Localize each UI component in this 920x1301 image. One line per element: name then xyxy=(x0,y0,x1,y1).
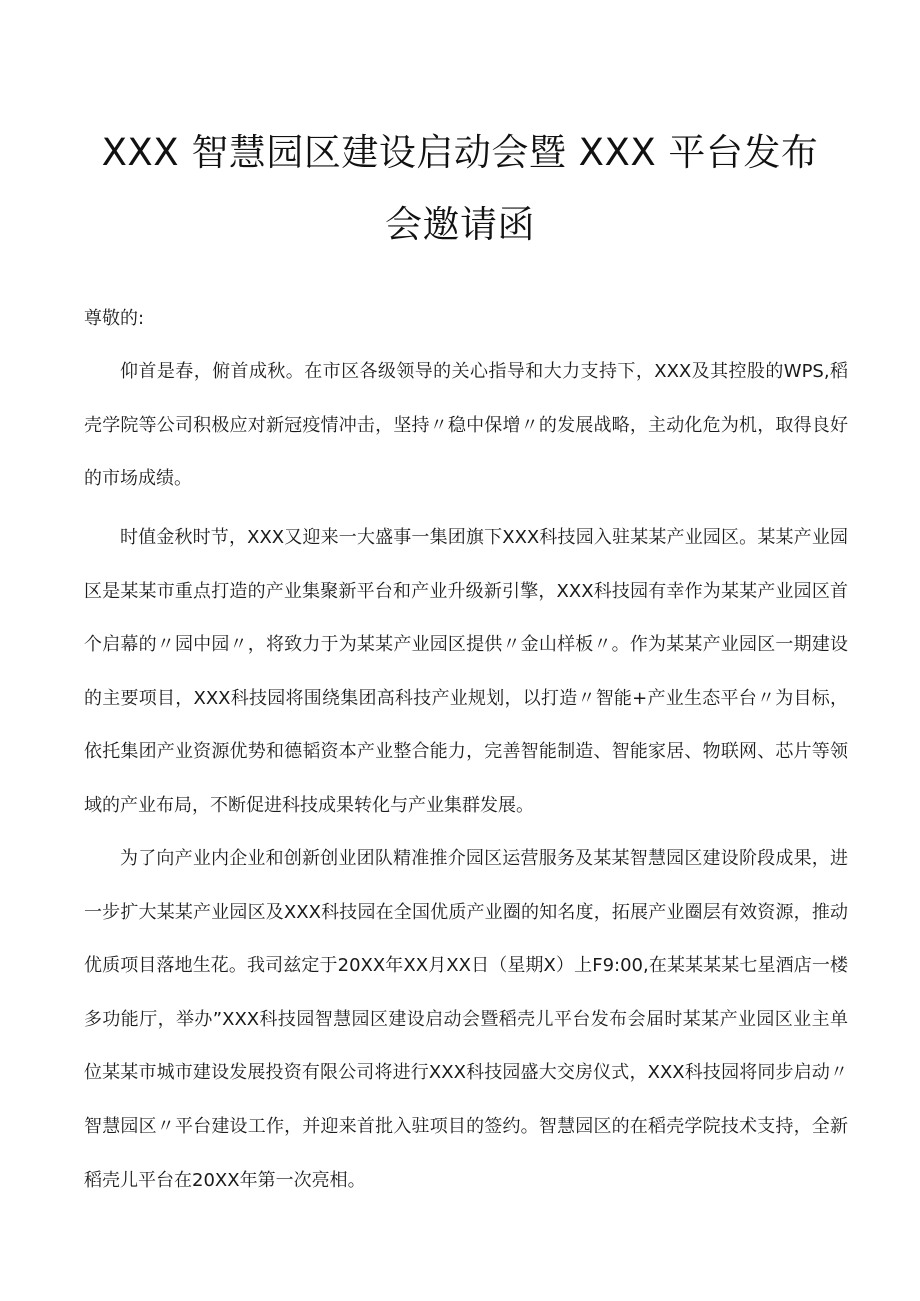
paragraph-3: 为了向产业内企业和创新创业团队精准推介园区运营服务及某某智慧园区建设阶段成果，进一步扩大某某产业园区及XXX科技园在全国优质产业圈的知名度，拓展产业圈层有效资源，推动优质项目落地生花。我司兹定于20XX年XX月XX日（星期X）上F9:00,在某某某某七星酒店一楼多功能厅，举办”XXX科技园智慧园区建设启动会暨稻壳儿平台发布会届时某某产业园区业主单位某某市城市建设发展投资有限公司将进行XXX科技园盛大交房仪式，XXX科技园将同步启动〃智慧园区〃平台建设工作，并迎来首批入驻项目的签约。智慧园区的在稻壳学院技术支持，全新稻壳儿平台在20XX年第一次亮相。 xyxy=(84,848,848,1191)
document-title-line-1: XXX 智慧园区建设启动会暨 XXX 平台发布 xyxy=(101,131,819,174)
paragraph-1: 仰首是春，俯首成秋。在市区各级领导的关心指导和大力支持下，XXX及其控股的WPS,稻壳学院等公司积极应对新冠疫情冲击，坚持〃稳中保增〃的发展战略，主动化危为机，取得良好的市场成绩。 xyxy=(84,361,848,490)
paragraph-2: 时值金秋时节，XXX又迎来一大盛事一集团旗下XXX科技园入驻某某产业园区。某某产业园区是某某市重点打造的产业集聚新平台和产业升级新引擎，XXX科技园有幸作为某某产业园区首个启幕的〃园中园〃，将致力于为某某产业园区提供〃金山样板〃。作为某某产业园区一期建设的主要项目，XXX科技园将围绕集团高科技产业规划，以打造〃智能+产业生态平台〃为目标，依托集团产业资源优势和德韬资本产业整合能力，完善智能制造、智能家居、物联网、芯片等领域的产业布局，不断促进科技成果转化与产业集群发展。 xyxy=(84,527,848,816)
document-title-line-2: 会邀请函 xyxy=(385,203,535,246)
salutation: 尊敬的: xyxy=(84,308,145,329)
